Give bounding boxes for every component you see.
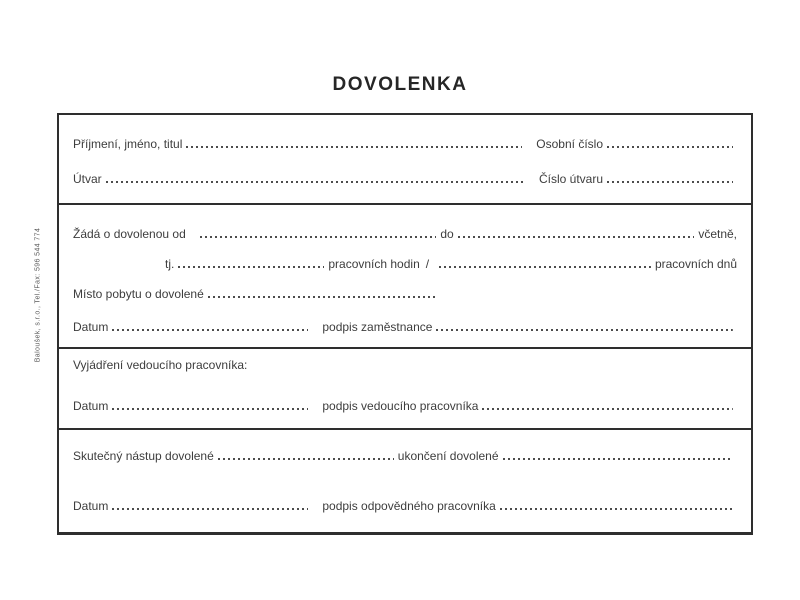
inclusive-label: včetně, <box>698 227 738 241</box>
department-number-fill-line <box>607 180 733 183</box>
duration-row <box>73 257 737 271</box>
date-fill-line <box>112 407 308 410</box>
section-divider-2 <box>59 347 751 349</box>
to-label: do <box>440 227 454 241</box>
days-fill-line <box>439 265 651 268</box>
to-date-fill-line <box>458 235 695 238</box>
page-title: DOVOLENKA <box>332 74 468 95</box>
department-label: Útvar <box>73 172 102 186</box>
name-label: Příjmení, jméno, titul <box>73 137 183 151</box>
place-of-stay-fill-line <box>208 295 436 298</box>
name-fill-line <box>186 145 522 148</box>
actual-leave-row <box>73 449 737 463</box>
employee-signature-label: podpis zaměstnance <box>322 320 433 334</box>
working-days-label: pracovních dnů <box>654 257 737 271</box>
date-fill-line <box>112 507 308 510</box>
form-border-box <box>57 113 753 535</box>
responsible-signature-label: podpis odpovědného pracovníka <box>322 499 496 513</box>
manager-signature-fill-line <box>482 407 733 410</box>
printer-imprint: Baloušek, s.r.o., Tel./Fax: 596 544 774 <box>34 227 42 363</box>
place-of-stay-label: Místo pobytu o dovolené <box>73 287 204 301</box>
manager-signature-row <box>73 399 737 413</box>
date-label: Datum <box>73 320 109 334</box>
department-fill-line <box>106 180 525 183</box>
personal-number-label: Osobní číslo <box>536 137 603 151</box>
place-of-stay-row <box>73 287 737 301</box>
hours-fill-line <box>178 265 324 268</box>
end-fill-line <box>503 457 733 460</box>
date-label: Datum <box>73 499 109 513</box>
responsible-signature-row <box>73 499 737 513</box>
section-divider-1 <box>59 203 751 205</box>
employee-signature-fill-line <box>436 328 733 331</box>
request-period-row <box>73 227 737 241</box>
name-row <box>73 137 737 151</box>
slash-separator: / <box>425 257 430 271</box>
manager-statement-heading-row <box>73 358 737 372</box>
personal-number-fill-line <box>607 145 733 148</box>
department-row <box>73 172 737 186</box>
manager-signature-label: podpis vedoucího pracovníka <box>322 399 479 413</box>
manager-statement-heading: Vyjádření vedoucího pracovníka: <box>73 358 248 372</box>
section-divider-3 <box>59 428 751 430</box>
employee-signature-row <box>73 320 737 334</box>
from-date-fill-line <box>200 235 437 238</box>
department-number-label: Číslo útvaru <box>538 172 603 186</box>
request-from-label: Žádá o dovolenou od <box>73 227 186 241</box>
date-fill-line <box>112 328 308 331</box>
actual-start-label: Skutečný nástup dovolené <box>73 449 214 463</box>
working-hours-label: pracovních hodin <box>328 257 420 271</box>
actual-start-fill-line <box>218 457 394 460</box>
date-label: Datum <box>73 399 109 413</box>
end-label: ukončení dovolené <box>397 449 499 463</box>
ie-label: tj. <box>165 257 175 271</box>
responsible-signature-fill-line <box>500 507 733 510</box>
